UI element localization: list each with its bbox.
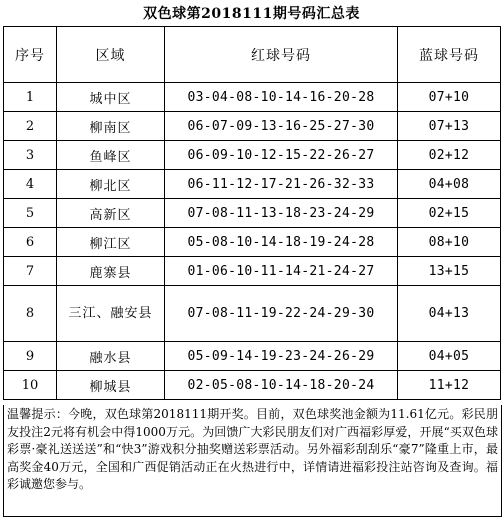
row-index: 7 [4,257,57,286]
row-index: 10 [4,371,57,400]
table-row [4,199,501,228]
row-blue-balls: 11+12 [398,371,501,400]
row-index: 3 [4,141,57,170]
row-index: 2 [4,112,57,141]
row-blue-balls: 07+10 [398,83,501,112]
row-region: 柳南区 [57,112,165,141]
row-region: 鹿寨县 [57,257,165,286]
header-index: 序号 [4,27,57,83]
row-region: 柳北区 [57,170,165,199]
row-red-balls: 02-05-08-10-14-18-20-24 [165,371,398,400]
row-region: 城中区 [57,83,165,112]
table-row [4,228,501,257]
row-blue-balls: 04+08 [398,170,501,199]
row-index: 8 [4,286,57,342]
row-red-balls: 06-09-10-12-15-22-26-27 [165,141,398,170]
table-header-row [4,27,501,83]
row-blue-balls: 08+10 [398,228,501,257]
table-row [4,342,501,371]
table-row [4,371,501,400]
row-blue-balls: 04+05 [398,342,501,371]
header-region: 区域 [57,27,165,83]
row-blue-balls: 02+12 [398,141,501,170]
header-red-balls: 红球号码 [165,27,398,83]
draw-summary-table [3,26,501,400]
row-index: 9 [4,342,57,371]
row-index: 5 [4,199,57,228]
row-blue-balls: 04+13 [398,286,501,342]
row-blue-balls: 02+15 [398,199,501,228]
notice-text: 温馨提示：今晚，双色球第2018111期开奖。目前，双色球奖池金额为11.61亿元。彩民朋友投注2元将有机会中得1000万元。为回馈广大彩民朋友们对广西福彩厚爱，开展“买双色球彩票·豪礼送送送”和“快3”游戏积分抽奖赠送彩票活动。另外福彩刮刮乐“豪7”隆重上市，最高奖金40万元，全国和广西促销活动正在火热进行中，详情请进福彩投注站咨询及查询。福彩诚邀您参与。 [3,405,502,517]
row-region: 柳城县 [57,371,165,400]
row-region: 高新区 [57,199,165,228]
row-index: 4 [4,170,57,199]
page-title: 双色球第2018111期号码汇总表 [143,6,360,22]
row-red-balls: 05-08-10-14-18-19-24-28 [165,228,398,257]
row-red-balls: 01-06-10-11-14-21-24-27 [165,257,398,286]
table-row [4,112,501,141]
header-blue-balls: 蓝球号码 [398,27,501,83]
row-red-balls: 03-04-08-10-14-16-20-28 [165,83,398,112]
table-row [4,286,501,342]
row-red-balls: 06-11-12-17-21-26-32-33 [165,170,398,199]
row-red-balls: 07-08-11-13-18-23-24-29 [165,199,398,228]
row-index: 1 [4,83,57,112]
row-region: 柳江区 [57,228,165,257]
row-index: 6 [4,228,57,257]
row-blue-balls: 07+13 [398,112,501,141]
table-row [4,257,501,286]
row-region: 三江、融安县 [57,286,165,342]
row-blue-balls: 13+15 [398,257,501,286]
table-row [4,141,501,170]
row-red-balls: 07-08-11-19-22-24-29-30 [165,286,398,342]
row-red-balls: 05-09-14-19-23-24-26-29 [165,342,398,371]
row-region: 鱼峰区 [57,141,165,170]
table-row [4,170,501,199]
table-row [4,83,501,112]
row-region: 融水县 [57,342,165,371]
row-red-balls: 06-07-09-13-16-25-27-30 [165,112,398,141]
